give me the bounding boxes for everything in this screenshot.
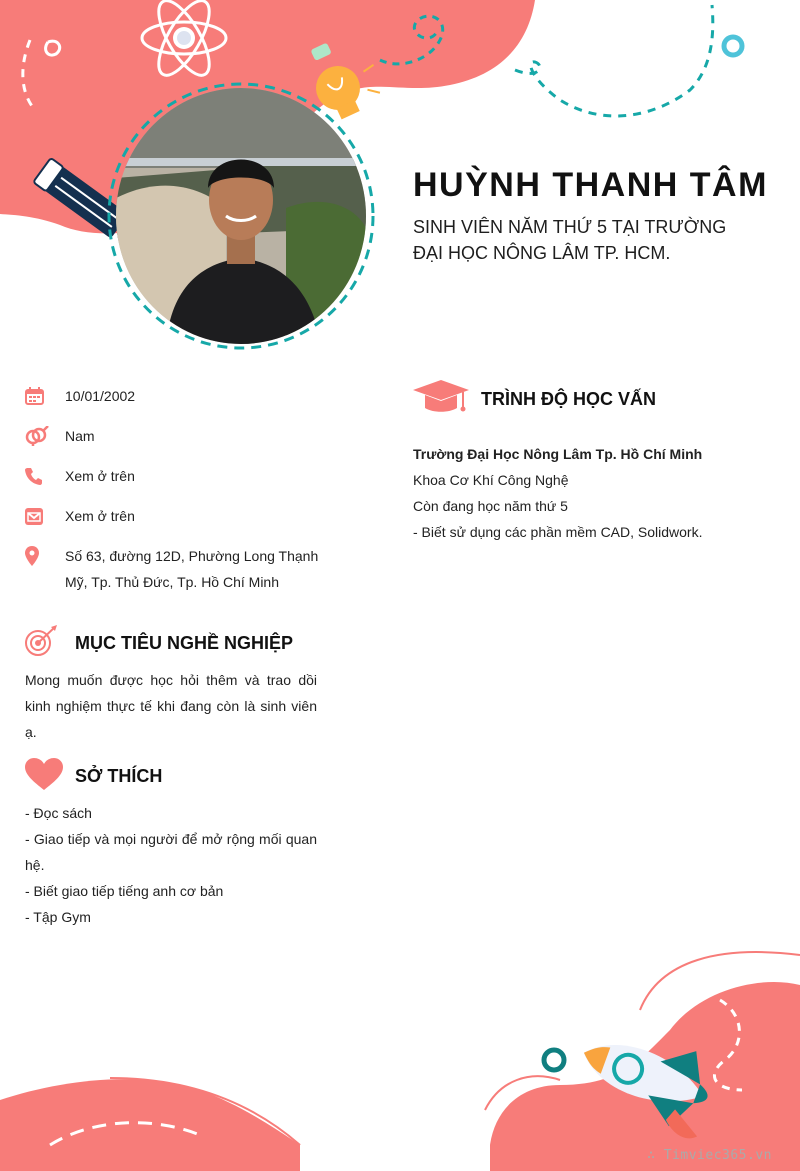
gender-text: Nam bbox=[65, 428, 95, 444]
education-heading bbox=[413, 380, 656, 419]
list-item: - Giao tiếp và mọi người để mở rộng mối quan hệ. bbox=[25, 831, 317, 873]
faculty-name: Khoa Cơ Khí Công Nghệ bbox=[413, 472, 569, 488]
teal-ring-icon bbox=[724, 37, 742, 55]
list-item: - Biết giao tiếp tiếng anh cơ bản bbox=[25, 883, 224, 899]
watermark: ∴ Timviec365.vn bbox=[647, 1148, 772, 1163]
hobbies-title: SỞ THÍCH bbox=[75, 766, 163, 786]
info-address bbox=[25, 545, 325, 595]
address-text: Số 63, đường 12D, Phường Long Thạnh Mỹ, Tp. Thủ Đức, Tp. Hồ Chí Minh bbox=[65, 548, 319, 590]
calendar-icon bbox=[25, 385, 65, 407]
teal-dashed-path bbox=[515, 5, 713, 116]
target-icon bbox=[25, 625, 75, 662]
mail-icon bbox=[25, 505, 65, 527]
software-skill: - Biết sử dụng các phần mềm CAD, Solidwork. bbox=[413, 524, 703, 540]
info-email bbox=[25, 505, 325, 529]
personal-info bbox=[25, 385, 325, 611]
bottom-left-blob bbox=[0, 1079, 300, 1171]
education-details bbox=[413, 441, 773, 545]
list-item: - Tập Gym bbox=[25, 909, 91, 925]
profile-photo bbox=[116, 88, 366, 344]
birthdate-text: 10/01/2002 bbox=[65, 388, 136, 404]
hobbies-list bbox=[25, 800, 317, 930]
phone-text: Xem ở trên bbox=[65, 468, 135, 484]
list-item: - Đọc sách bbox=[25, 805, 92, 821]
gender-icon bbox=[25, 425, 65, 447]
hobbies-heading bbox=[25, 758, 162, 795]
heart-icon bbox=[25, 758, 75, 795]
phone-icon bbox=[25, 465, 65, 487]
study-status: Còn đang học năm thứ 5 bbox=[413, 498, 568, 514]
info-birthdate bbox=[25, 385, 325, 409]
graduation-cap-icon bbox=[413, 380, 481, 419]
education-title: TRÌNH ĐỘ HỌC VẤN bbox=[481, 389, 656, 409]
info-phone bbox=[25, 465, 325, 489]
school-name: Trường Đại Học Nông Lâm Tp. Hồ Chí Minh bbox=[413, 446, 703, 462]
location-icon bbox=[25, 545, 65, 567]
full-name: HUỲNH THANH TÂM bbox=[413, 166, 768, 204]
email-text: Xem ở trên bbox=[65, 508, 135, 524]
teal-ring-small bbox=[544, 1050, 564, 1070]
career-goal-title: MỤC TIÊU NGHỀ NGHIỆP bbox=[75, 633, 294, 653]
career-goal-text: Mong muốn được học hỏi thêm và trao dồi kinh nghiệm thực tế khi đang còn là sinh viên ạ. bbox=[25, 672, 317, 740]
headline: SINH VIÊN NĂM THỨ 5 TẠI TRƯỜNG ĐẠI HỌC NÔNG LÂM TP. HCM. bbox=[413, 217, 727, 263]
career-goal-heading bbox=[25, 625, 293, 662]
info-gender bbox=[25, 425, 325, 449]
